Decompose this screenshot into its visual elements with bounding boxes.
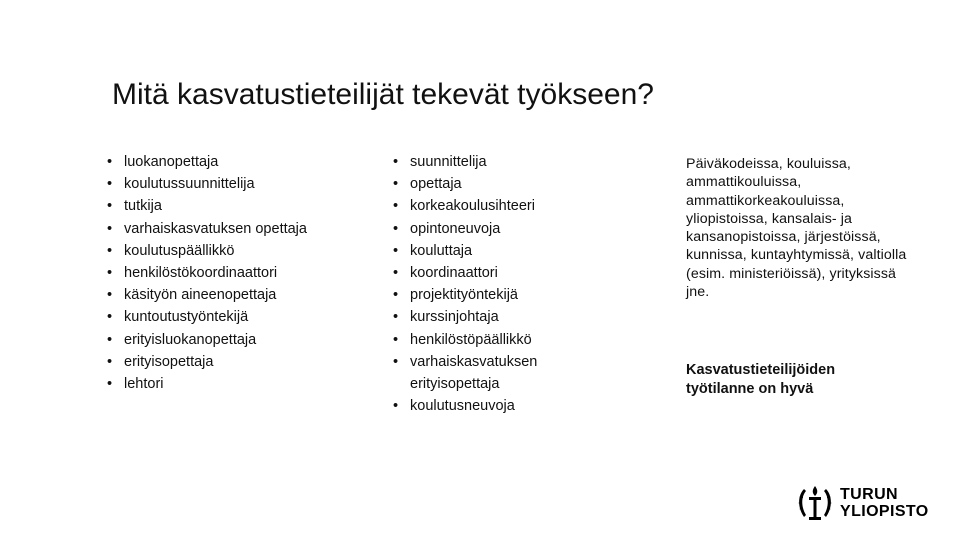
list-item: • erityisluokanopettaja	[107, 329, 307, 351]
list-item: • varhaiskasvatuksen erityisopettaja	[393, 351, 573, 395]
list-item: • käsityön aineenopettaja	[107, 284, 307, 306]
university-logo	[795, 483, 945, 523]
occupation-list-middle	[393, 151, 573, 417]
list-item: • opettaja	[393, 173, 573, 195]
list-item: • erityisopettaja	[107, 351, 307, 373]
list-item: • tutkija	[107, 195, 307, 217]
list-item: • korkeakoulusihteeri	[393, 195, 573, 217]
occupation-list-left	[107, 151, 307, 395]
employment-note: Kasvatustieteilijöiden työtilanne on hyvä	[686, 362, 836, 397]
list-item: • kouluttaja	[393, 240, 573, 262]
list-item: • varhaiskasvatuksen opettaja	[107, 218, 307, 240]
list-item: • koulutussuunnittelija	[107, 173, 307, 195]
list-item: • luokanopettaja	[107, 151, 307, 173]
list-item: • opintoneuvoja	[393, 218, 573, 240]
logo-wordmark	[840, 486, 929, 520]
list-item: • kuntoutustyöntekijä	[107, 306, 307, 328]
list-item: • henkilöstökoordinaattori	[107, 262, 307, 284]
list-item: • lehtori	[107, 373, 307, 395]
list-item: • henkilöstöpäällikkö	[393, 329, 573, 351]
list-item: • suunnittelija	[393, 151, 573, 173]
list-item: • koulutusneuvoja	[393, 395, 573, 417]
logo-line1: TURUN	[840, 486, 898, 503]
workplaces-text: Päiväkodeissa, kouluissa, ammattikouluissa, ammattikorkeakouluissa, yliopistoissa, kansalais- ja kansanopistoissa, järjestöissä, kunnissa, kuntayhtymissä, valtiolla (esim. ministeriöissä), yrityksissä jne.	[686, 156, 907, 301]
logo-line2: YLIOPISTO	[840, 503, 929, 520]
list-item: • koulutuspäällikkö	[107, 240, 307, 262]
list-item: • koordinaattori	[393, 262, 573, 284]
slide-title: Mitä kasvatustieteilijät tekevät työkseen?	[112, 78, 654, 111]
list-item: • projektityöntekijä	[393, 284, 573, 306]
list-item: • kurssinjohtaja	[393, 306, 573, 328]
university-torch-emblem-icon	[795, 483, 835, 523]
